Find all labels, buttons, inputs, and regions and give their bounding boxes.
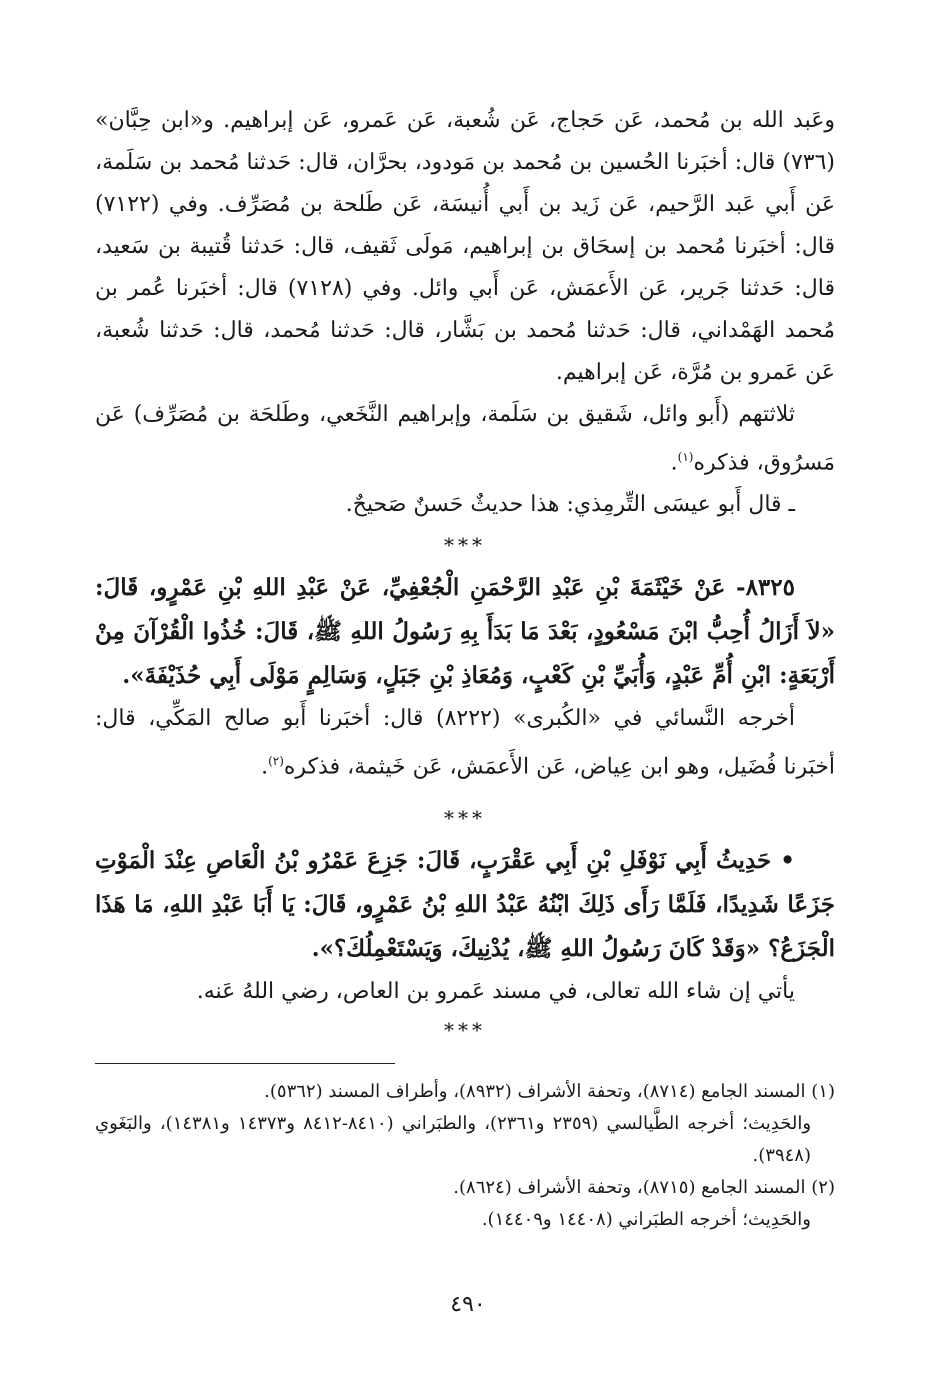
- footnote-1-hadith: والحَدِيث؛ أخرجه الطَّيالسي (٢٣٥٩ و٢٣٦١)، والطبَراني (٨٤١٠-٨٤١٢ و١٤٣٧٣ و١٤٣٨١)، والبَغَوي (٣٩٤٨).: [95, 1112, 812, 1166]
- hadith-number: ٨٣٢٥-: [736, 574, 795, 602]
- footnote-ref-2[interactable]: (٢): [268, 754, 284, 769]
- footnote-divider: [95, 1063, 395, 1064]
- paragraph-isnad: وعَبد الله بن مُحمد، عَن حَجاج، عَن شُعبة، عَن عَمرو، عَن إبراهيم. و«ابن حِبَّان» (٧٣٦) قال: أخبَرنا الحُسين بن مُحمد بن مَودود، بحرَّان، قال: حَدثنا مُحمد بن سَلَمة، عَن أَبي عَبد الرَّحيم، عَن زَيد بن أَبي أُنيسَة، عَن طَلحة بن مُصَرِّف. وفي (٧١٢٢) قال: أخبَرنا مُحمد بن إسحَاق بن إبراهيم، مَولَى ثَقيف، قال: حَدثنا قُتيبة بن سَعيد، قال: حَدثنا جَرير، عَن الأَعمَش، عَن أَبي وائل. وفي (٧١٢٨) قال: أخبَرنا عُمر بن مُحمد الهَمْداني، قال: حَدثنا مُحمد بن بَشَّار، قال: حَدثنا مُحمد، قال: حَدثنا شُعبة، عَن عَمرو بن مُرَّة، عَن إبراهيم.: [95, 108, 835, 385]
- footnote-ref-1[interactable]: (١): [677, 450, 694, 464]
- page-content: [95, 100, 835, 1236]
- main-text: [95, 100, 835, 526]
- bullet-icon: •: [780, 846, 795, 874]
- takhrij-text: أخرجه النَّسائي في «الكُبرى» (٨٢٢٢) قال: أخبَرنا أَبو صالح المَكِّي، قال: أخبَرنا فُضَيل، وهو ابن عِياض، عَن الأَعمَش، عَن خَيثمة، فذكره: [95, 706, 835, 780]
- hadith-text: عَنْ خَيْثَمَةَ بْنِ عَبْدِ الرَّحْمَنِ الْجُعْفِيِّ، عَنْ عَبْدِ اللهِ بْنِ عَمْرٍو، قَالَ: «لاَ أَزَالُ أُحِبُّ ابْنَ مَسْعُودٍ، بَعْدَ مَا بَدَأَ بِهِ رَسُولُ اللهِ ﷺ، قَالَ: خُذُوا الْقُرْآنَ مِنْ أَرْبَعَةٍ: ابْنِ أُمِّ عَبْدٍ، وَأُبَيِّ بْنِ كَعْبٍ، وَمُعَاذِ بْنِ جَبَلٍ، وَسَالِمٍ مَوْلَى أَبِي حُذَيْفَةَ».: [95, 574, 835, 690]
- paragraph-text: ثلاثتهم (أَبو وائل، شَقيق بن سَلَمة، وإبراهيم النَّخَعي، وطَلحَة بن مُصَرِّف) عَن مَسرُوق، فذكره: [95, 402, 835, 476]
- section-separator: ***: [444, 805, 486, 830]
- section-separator: ***: [444, 533, 486, 558]
- note-text: يأتي إن شاء الله تعالى، في مسند عَمرو بن العاص، رضي اللهُ عَنه.: [196, 978, 795, 1004]
- tirmidhi-grading: ـ قال أَبو عيسَى التِّرمِذي: هذا حديثٌ حَسنٌ صَحيحٌ.: [345, 492, 795, 518]
- footnote-1: (١) المسند الجامع (٨٧١٤)، وتحفة الأشراف (٨٩٣٢)، وأطراف المسند (٥٣٦٢).: [264, 1080, 835, 1102]
- page-number: ٤٩٠: [450, 1292, 486, 1317]
- hadith-8325: [95, 566, 835, 698]
- takhrij-block: أخرجه النَّسائي في «الكُبرى» (٨٢٢٢) قال: أخبَرنا أَبو صالح المَكِّي، قال: أخبَرنا فُضَيل، وهو ابن عِياض، عَن الأَعمَش، عَن خَيثمة، فذكره$^{(٢)}$.: [95, 706, 835, 780]
- paragraph-thalathatuhum: ثلاثتهم (أَبو وائل، شَقيق بن سَلَمة، وإبراهيم النَّخَعي، وطَلحَة بن مُصَرِّف) عَن مَسرُوق، فذكره$^{(١)}$.: [95, 402, 835, 476]
- footnote-2: (٢) المسند الجامع (٨٧١٥)، وتحفة الأشراف (٨٦٢٤).: [453, 1176, 835, 1198]
- hadith-abu-nawfal: [95, 839, 835, 971]
- section-separator: ***: [444, 1017, 486, 1042]
- cross-reference-note: [95, 971, 835, 1013]
- hadith-text: حَدِيثُ أَبِي نَوْفَلِ بْنِ أَبِي عَقْرَبٍ، قَالَ: جَزِعَ عَمْرُو بْنُ الْعَاصِ عِنْدَ الْمَوْتِ جَزَعًا شَدِيدًا، فَلَمَّا رَأَى ذَلِكَ ابْنُهُ عَبْدُ اللهِ بْنُ عَمْرٍو، قَالَ: يَا أَبَا عَبْدِ اللهِ، مَا هَذَا الْجَزَعُ؟ «وَقَدْ كَانَ رَسُولُ اللهِ ﷺ، يُدْنِيكَ، وَيَسْتَعْمِلُكَ؟».: [95, 846, 835, 962]
- footnote-2-hadith: والحَدِيث؛ أخرجه الطبَراني (١٤٤٠٨ و١٤٤٠٩).: [481, 1208, 811, 1230]
- footnotes: [95, 1076, 835, 1236]
